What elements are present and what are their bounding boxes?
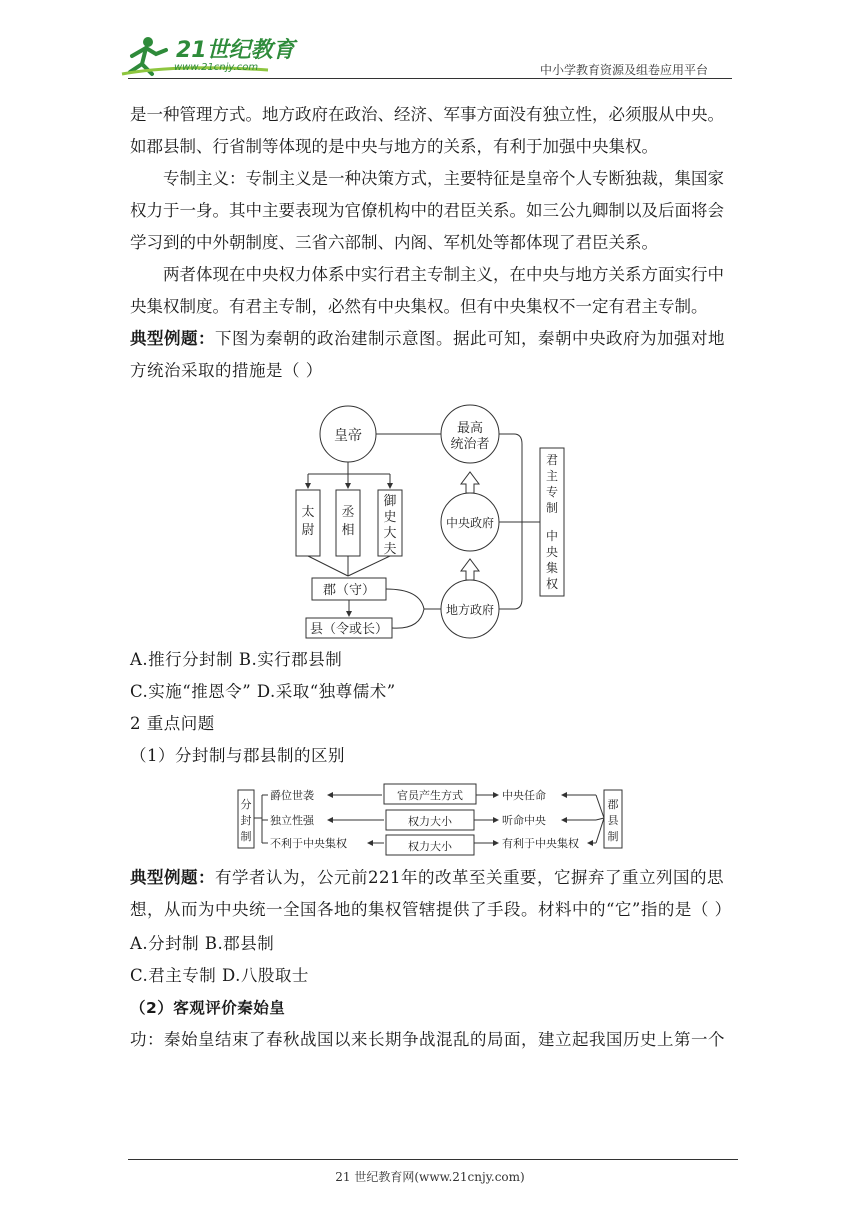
section-heading: 2 重点问题 <box>130 714 215 733</box>
row-1-left: 爵位世袭 <box>270 789 314 802</box>
subsection-1: （1）分封制与郡县制的区别 <box>130 746 345 765</box>
row-3-middle: 权力大小 <box>408 840 452 853</box>
example-1-options-line-1: A.推行分封制 B.实行郡县制 <box>130 650 343 669</box>
taiwei-char-2: 尉 <box>301 523 315 538</box>
central-gov-label: 中央政府 <box>445 516 495 530</box>
junxian-char-3: 制 <box>607 830 619 843</box>
yushi-char-4: 夫 <box>383 542 397 557</box>
fengjian-char-3: 制 <box>240 830 252 843</box>
row-1-middle: 官员产生方式 <box>397 789 463 802</box>
row-3-left: 不利于中央集权 <box>270 837 347 850</box>
yushi-char-3: 大 <box>383 526 397 541</box>
xian-label: 县（令或长） <box>309 622 389 637</box>
example-2-text: 有学者认为，公元前221年的改革至关重要，它摒弃了重立列国的思想，从而为中央统一全国各地的集权管辖提供了手段。材料中的“它”指的是（ ） <box>130 868 732 919</box>
example-1-options <box>130 644 734 772</box>
intro-text <box>130 99 734 387</box>
footer-divider <box>128 1159 738 1160</box>
chengxiang-char-2: 相 <box>341 523 355 538</box>
yushi-char-2: 史 <box>383 510 397 525</box>
page-header <box>0 0 860 90</box>
paragraph-3: 两者体现在中央权力体系中实行君主专制主义，在中央与地方关系方面实行中央集权制度。有君主专制，必然有中央集权。但有中央集权不一定有君主专制。 <box>130 265 724 316</box>
example-2-options-line-1: A.分封制 B.郡县制 <box>130 934 275 953</box>
supreme-label-1: 最高 <box>456 421 484 436</box>
last-paragraph: 功：秦始皇结束了春秋战国以来长期争战混乱的局面，建立起我国历史上第一个 <box>130 1030 725 1049</box>
row-3-right: 有利于中央集权 <box>502 837 579 850</box>
side-char-7: 央 <box>545 545 559 559</box>
paragraph-2: 专制主义：专制主义是一种决策方式，主要特征是皇帝个人专断独裁，集国家权力于一身。其中主要表现为官僚机构中的君臣关系。如三公九卿制以及后面将会学习到的中外朝制度、三省六部制、内阁、军机处等都体现了君臣关系。 <box>130 169 724 252</box>
example-2-options-line-2: C.君主专制 D.八股取士 <box>130 966 309 985</box>
logo-url: www.21cnjy.com <box>174 62 259 73</box>
side-char-9: 权 <box>545 577 559 591</box>
example-1-label: 典型例题： <box>130 329 215 348</box>
fengjian-char-2: 封 <box>240 814 252 827</box>
taiwei-char-1: 太 <box>301 505 315 520</box>
yushi-char-1: 御 <box>383 494 397 509</box>
side-char-1: 君 <box>545 453 559 467</box>
row-2-left: 独立性强 <box>270 814 314 827</box>
platform-title: 中小学教育资源及组卷应用平台 <box>540 63 709 77</box>
side-char-4: 制 <box>545 501 559 515</box>
example-2-question <box>130 862 734 926</box>
fengjian-char-1: 分 <box>240 798 252 811</box>
side-char-2: 主 <box>545 469 559 483</box>
example-2 <box>130 862 734 1056</box>
side-char-3: 专 <box>545 485 559 499</box>
side-char-8: 集 <box>545 561 559 575</box>
row-2-middle: 权力大小 <box>408 815 452 828</box>
header-divider <box>128 78 732 79</box>
emperor-label: 皇帝 <box>334 428 362 444</box>
junxian-char-1: 郡 <box>607 798 619 811</box>
row-1-right: 中央任命 <box>502 789 546 802</box>
example-1-options-line-2: C.实施“推恩令” D.采取“独尊儒术” <box>130 682 396 701</box>
subsection-2: （2）客观评价秦始皇 <box>130 999 286 1017</box>
junxian-char-2: 县 <box>607 814 619 827</box>
paragraph-1: 是一种管理方式。地方政府在政治、经济、军事方面没有独立性，必须服从中央。如郡县制、行省制等体现的是中央与地方的关系，有利于加强中央集权。 <box>130 105 724 156</box>
example-1-text: 下图为秦朝的政治建制示意图。据此可知，秦朝中央政府为加强对地方统治采取的措施是（ ） <box>130 329 725 380</box>
example-1-question <box>130 323 734 387</box>
jun-label: 郡（守） <box>322 583 376 598</box>
footer-text: 21 世纪教育网(www.21cnjy.com) <box>335 1170 525 1184</box>
qin-structure-diagram <box>290 404 580 644</box>
fengjian-junxian-diagram <box>236 778 636 858</box>
supreme-label-2: 统治者 <box>450 437 490 452</box>
chengxiang-char-1: 丞 <box>341 505 355 520</box>
local-gov-label: 地方政府 <box>445 603 495 617</box>
row-2-right: 听命中央 <box>502 814 546 827</box>
logo-text: 21世纪教育 <box>176 38 295 63</box>
example-2-label: 典型例题： <box>130 868 215 887</box>
side-char-6: 中 <box>545 529 559 543</box>
